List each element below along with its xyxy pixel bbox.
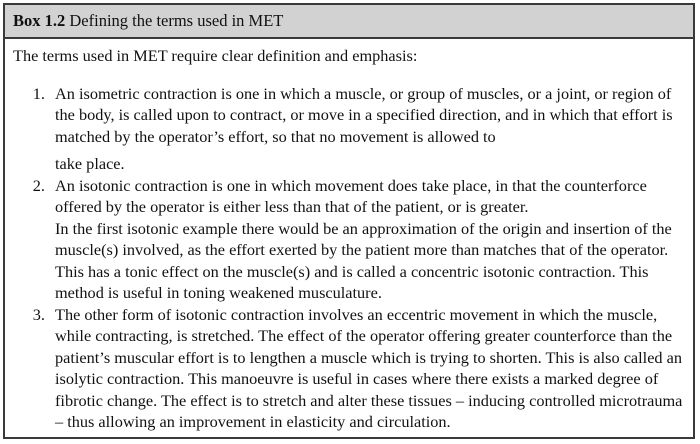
list-item-text bbox=[55, 304, 683, 433]
list-item-text bbox=[55, 175, 683, 304]
box-label: Box 1.2 bbox=[13, 11, 66, 30]
list-item-paragraph: An isometric contraction is one in which a muscle, or group of muscles, or a joint, or region of the body, is called upon to contract, or move in a specified direction, and in which that effort is matched by the operator’s effort, so that no movement is allowed to bbox=[55, 83, 673, 146]
list-item-number: 3. bbox=[32, 304, 45, 324]
text-box bbox=[3, 3, 695, 439]
list-item bbox=[13, 304, 683, 433]
list-item-paragraph: In the first isotonic example there would be an approximation of the origin and insertion of the muscle(s) involved, as the effort exerted by the patient more than matches that of the operator. This has a tonic effect on the muscle(s) and is called a concentric isotonic contraction. This method is useful in toning weakened musculature. bbox=[55, 218, 672, 302]
box-header bbox=[5, 5, 693, 39]
list-item-paragraph: An isotonic contraction is one in which movement does take place, in that the counterforce offered by the operator is either less than that of the patient, or is greater. bbox=[55, 175, 647, 216]
list-item-paragraph: The other form of isotonic contraction involves an eccentric movement in which the muscle, while contracting, is stretched. The effect of the operator offering greater counterforce than the patient’s muscular effort is to lengthen a muscle which is trying to shorten. This is also called an isolytic contraction. This manoeuvre is useful in cases where there exists a marked degree of fibrotic change. The effect is to stretch and alter these tissues – inducing controlled microtrauma – thus allowing an improvement in elasticity and circulation. bbox=[55, 304, 683, 431]
list-item bbox=[13, 83, 683, 175]
list-item bbox=[13, 175, 683, 304]
list-item-number: 1. bbox=[32, 83, 45, 103]
box-title: Defining the terms used in MET bbox=[69, 11, 284, 30]
definition-list bbox=[13, 83, 683, 433]
box-body bbox=[5, 39, 693, 433]
list-item-text bbox=[55, 83, 683, 175]
intro-text: The terms used in MET require clear definition and emphasis: bbox=[13, 46, 418, 65]
list-item-paragraph: take place. bbox=[55, 154, 125, 173]
list-item-number: 2. bbox=[32, 175, 45, 195]
